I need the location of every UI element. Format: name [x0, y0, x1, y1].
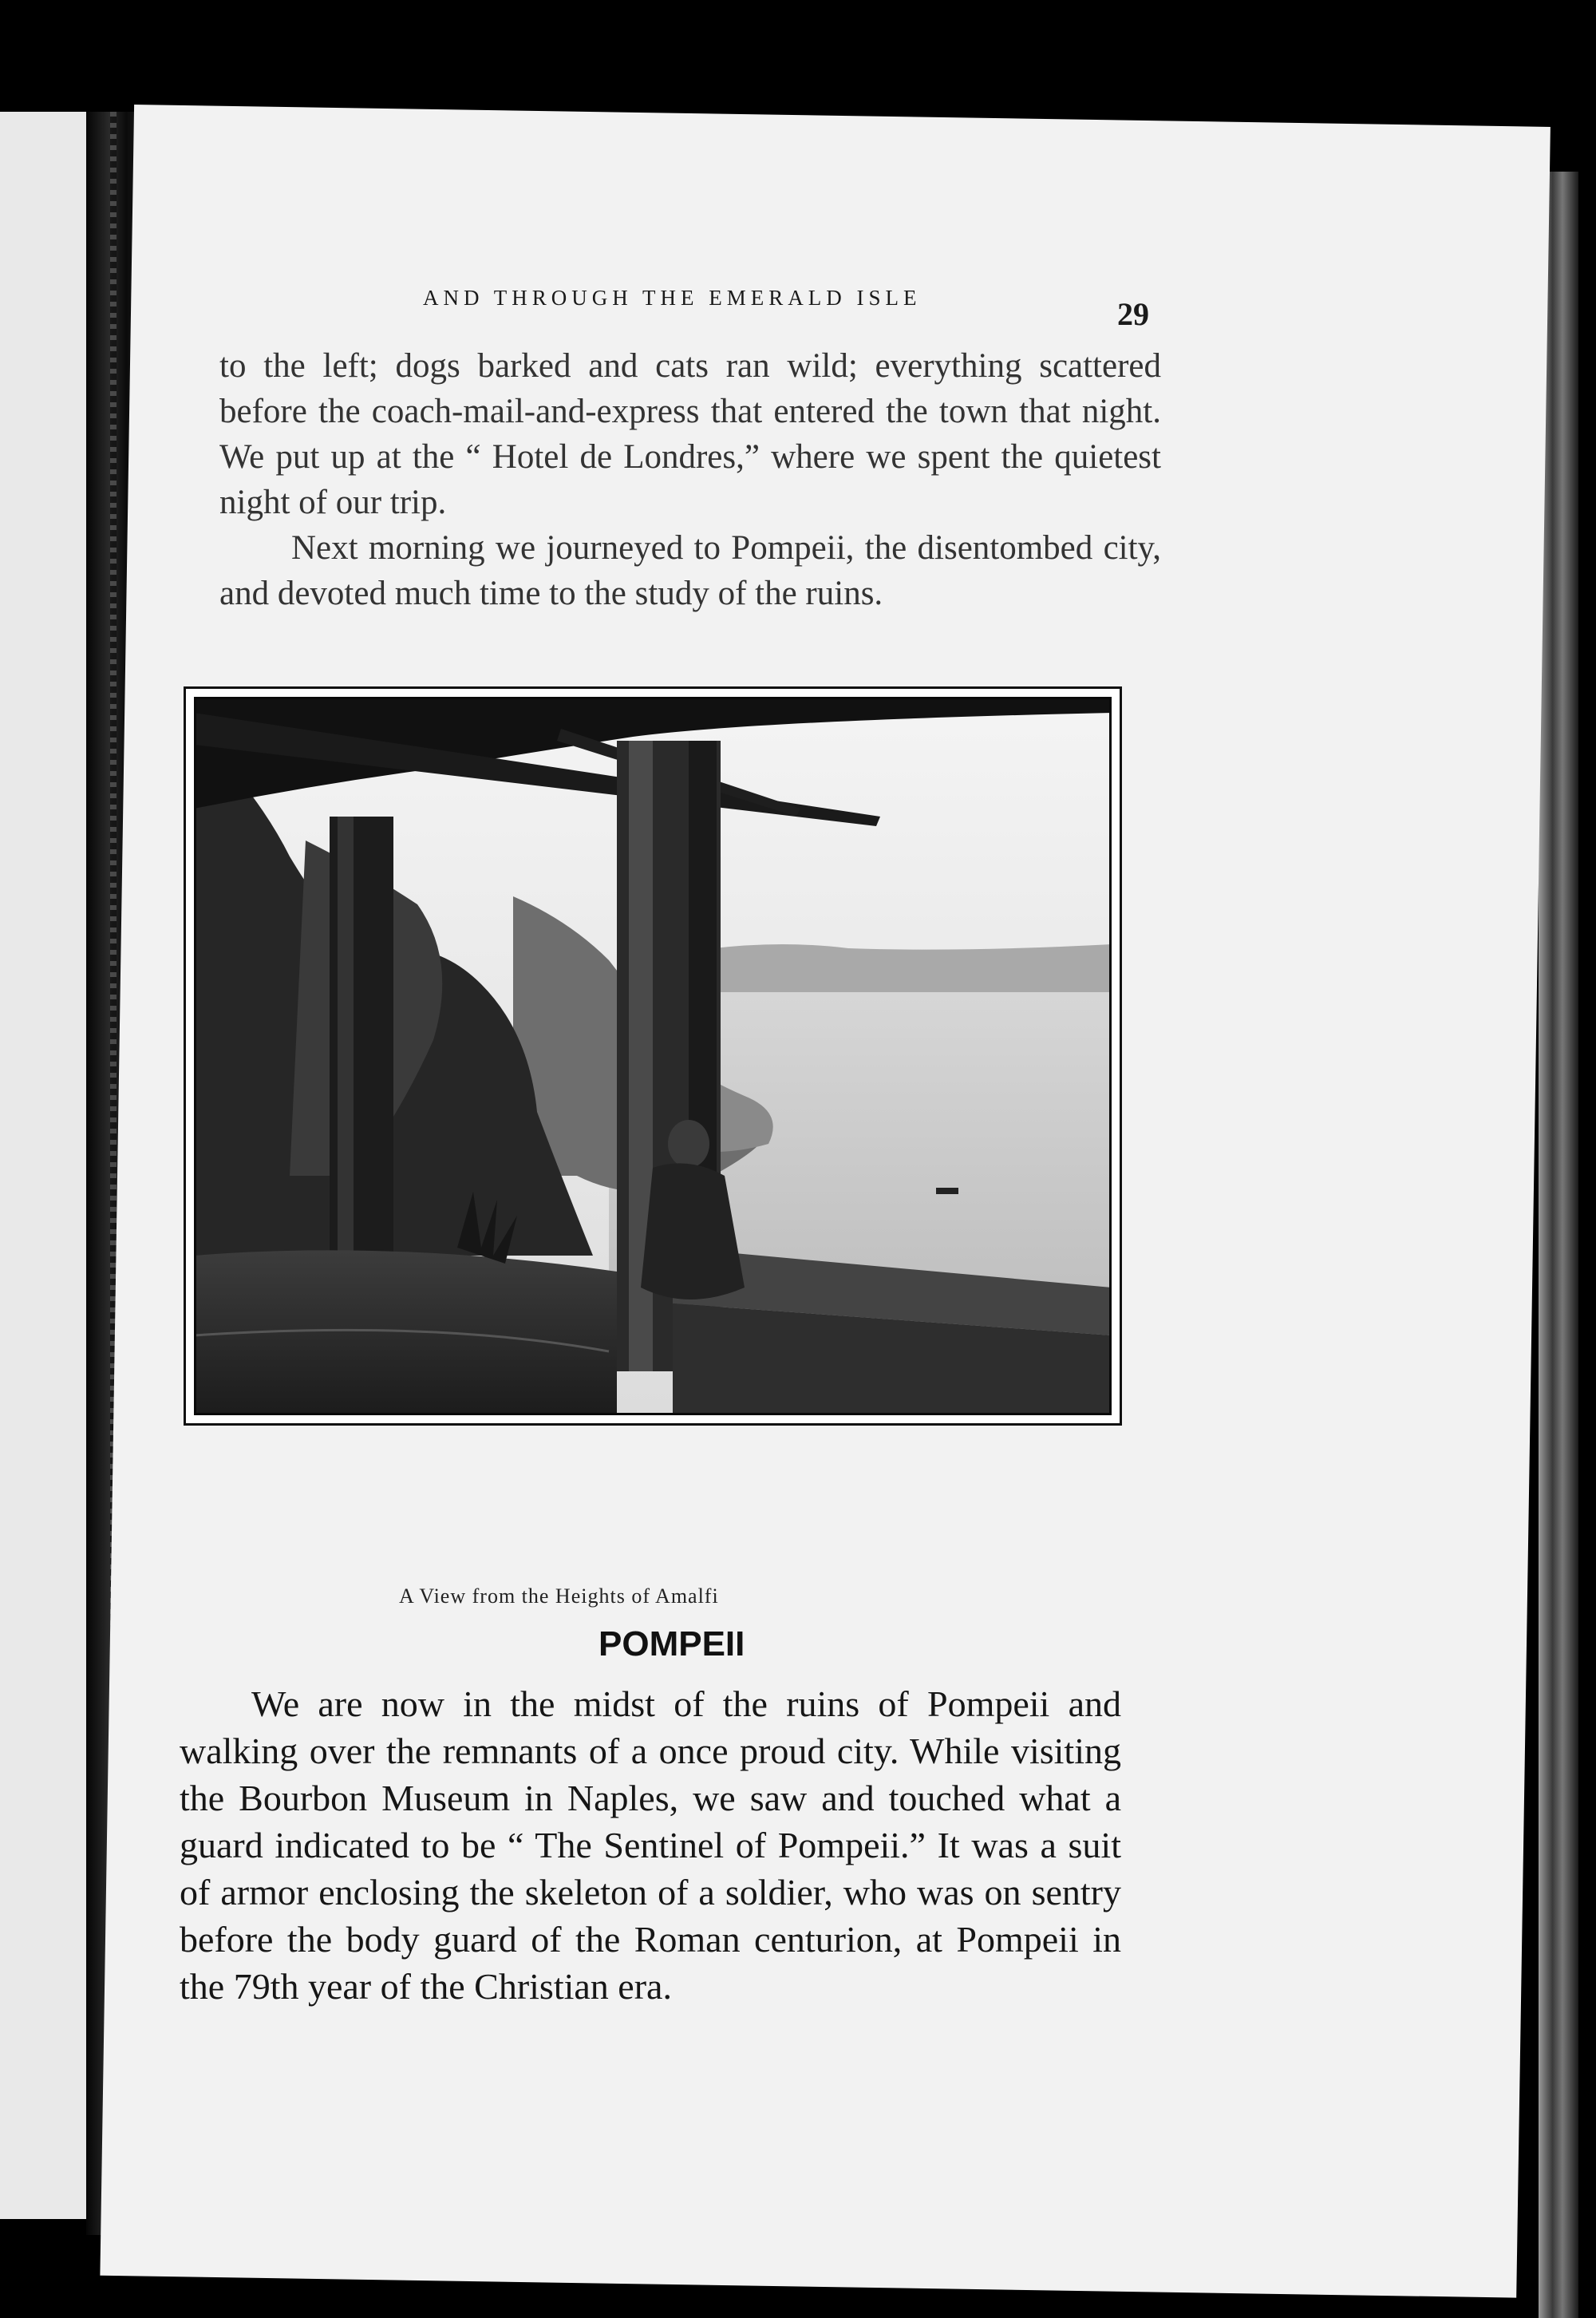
- running-head: AND THROUGH THE EMERALD ISLE: [423, 286, 922, 310]
- facing-page-edge: [0, 112, 88, 2219]
- photo-plate: [184, 686, 1122, 1426]
- paragraph: We are now in the midst of the ruins of Pompeii and walking over the remnants of a once proud city. While visiting the Bourbon Museum in Naples, we saw and touched what a guard indicated to be “ The Sentinel of Pompeii.” It was a suit of armor enclosing the skeleton of a soldier, who was on sentry before the body guard of the Roman centurion, at Pompeii in the 79th year of the Christian era.: [180, 1683, 1121, 2007]
- top-text: [219, 343, 1161, 616]
- section-heading: POMPEII: [598, 1624, 745, 1663]
- photograph-illustration: [194, 697, 1112, 1415]
- page-number: 29: [1117, 296, 1149, 332]
- paragraph: Next morning we journeyed to Pompeii, the disentombed city, and devoted much time to the study of the ruins.: [219, 529, 1161, 612]
- plate-caption: A View from the Heights of Amalfi: [399, 1584, 719, 1608]
- amalfi-photograph: [194, 697, 1112, 1415]
- bottom-text: [180, 1680, 1121, 2010]
- paragraph: to the left; dogs barked and cats ran wild; everything scattered before the coach-mail-and-express that entered the town that night. We put up at the “ Hotel de Londres,” where we spent the quietest night of our trip.: [219, 347, 1161, 521]
